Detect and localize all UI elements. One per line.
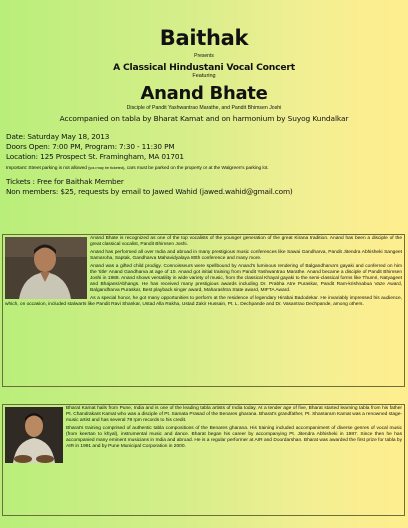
tickets-nonmembers: Non members: $25, requests by email to Jawed Wahid (jawed.wahid@gmail.com) <box>6 187 293 196</box>
featuring-text: Featuring <box>192 73 216 79</box>
anand-bio-p3: Anand was a gifted child prodigy. Connoisseurs were spellbound by Anand's luminous rendering of Balgandharva's gayaki and conferred on him the 'title' Anand Gandharva at age of 10. Anand got initial training from Pandit Yashwantrao Marathe. Anand became a disciple of Pandit Bhimsen Joshi in 1988. Anand shows versatility in wide variety of music, from the classical Khayal gayaki to the semi-classical forms like Thumri, Natyageet and Bhajans/Abhangs. He has received many prestigious awards including Dr. Prabha Atre Puraskar, Pandit Ram-krishnabua Vaze Award, Balgandharva Puraskar, Best playback singer award, Maharashtra State award, MIFTA Award. <box>90 264 402 294</box>
parking-notice-ticketed: (you may be ticketed) <box>88 165 125 170</box>
anand-bio-p2: Anand has performed all over India and abroad in many prestigious music conferences like Sawai Gandharva, Pandit Jitendra Abhisheki Sangeet Samaroha, Saptak, Gandharva Mahavidyalaya 80th conference and many more. <box>90 250 402 262</box>
artist-name: Anand Bhate <box>140 83 268 104</box>
event-location: Location: 125 Prospect St. Framingham, MA 01701 <box>6 152 184 161</box>
anand-bio-p1: Anand Bhate is recognized as one of the top vocalists of the younger generation of the great Kirana tradition. Anand has been a disciple of the great classical vocalist, Pandit Bhimsen Joshi. <box>90 236 402 248</box>
concert-subtitle: A Classical Hindustani Vocal Concert <box>113 62 295 73</box>
event-date: Date: Saturday May 18, 2013 <box>6 132 110 141</box>
anand-bhate-photo <box>5 237 87 299</box>
bio-bharat-kamat <box>2 404 405 516</box>
parking-notice-part1: Important: Street parking is not allowed <box>6 166 89 171</box>
accompaniment-line: Accompanied on tabla by Bharat Kamat and on harmonium by Suyog Kundalkar <box>59 114 349 123</box>
bio-anand-bhate <box>2 234 405 387</box>
bharat-kamat-photo <box>5 407 63 463</box>
disciple-line: Disciple of Pandit Yashwantrao Marathe, and Pandit Bhimsen Joshi <box>126 105 282 111</box>
bharat-bio-p1: Bharat Kamat hails from Pune, India and is one of the leading tabla artists of India today. At a tender age of five, Bharat started learning tabla from his father Pt. Chandrakant Kamat who was a disciple of Pt. Samata Prasad of the Benares gharana. Bharat's grandfather, Pt. Shantaram Kamat was a renowned stage-music artist and has several 78 rpm records to his credit. <box>66 406 402 424</box>
tickets-members: Tickets : Free for Baithak Member <box>6 177 124 186</box>
anand-bio-p4: As a special honor, he got many opportunities to perform at the residence of legendary Hirabai Badodekar. He invariably impressed his audience, which, on occasion, included stalwarts like Pandit Ravi Shankar, Ustad Alla Rakha, Ustad Zakir Hussain, Pt. L. Dechpande and Dr. Vasantrao Dechpande, among others. <box>5 296 402 308</box>
parking-notice-part2: , cars must be parked on the property or at the Walgreen's parking lot. <box>124 166 269 171</box>
bharat-bio-p2: Bharat's training comprised of authentic tabla compositions of the Benares gharana. His training included accompaniment of diverse genres of vocal music (from keertan to khyal), instrumental music and dance. Bharat began his career by accompanying Pt. Jitendra Abhisheki in 1987. Since then he has accompanied many eminent musicians in India and abroad. He is a regular performer at AIR and Doordarshan. Bharat was awarded the first prize for tabla by AIR in 1991 and by Pune Municipal Corporation in 2000. <box>66 426 402 450</box>
parking-notice <box>6 164 404 172</box>
event-details <box>4 132 404 197</box>
event-title: Baithak <box>159 26 249 50</box>
event-times: Doors Open: 7:00 PM, Program: 7:30 - 11:30 PM <box>6 142 175 151</box>
presents-text: Presents <box>194 53 214 59</box>
